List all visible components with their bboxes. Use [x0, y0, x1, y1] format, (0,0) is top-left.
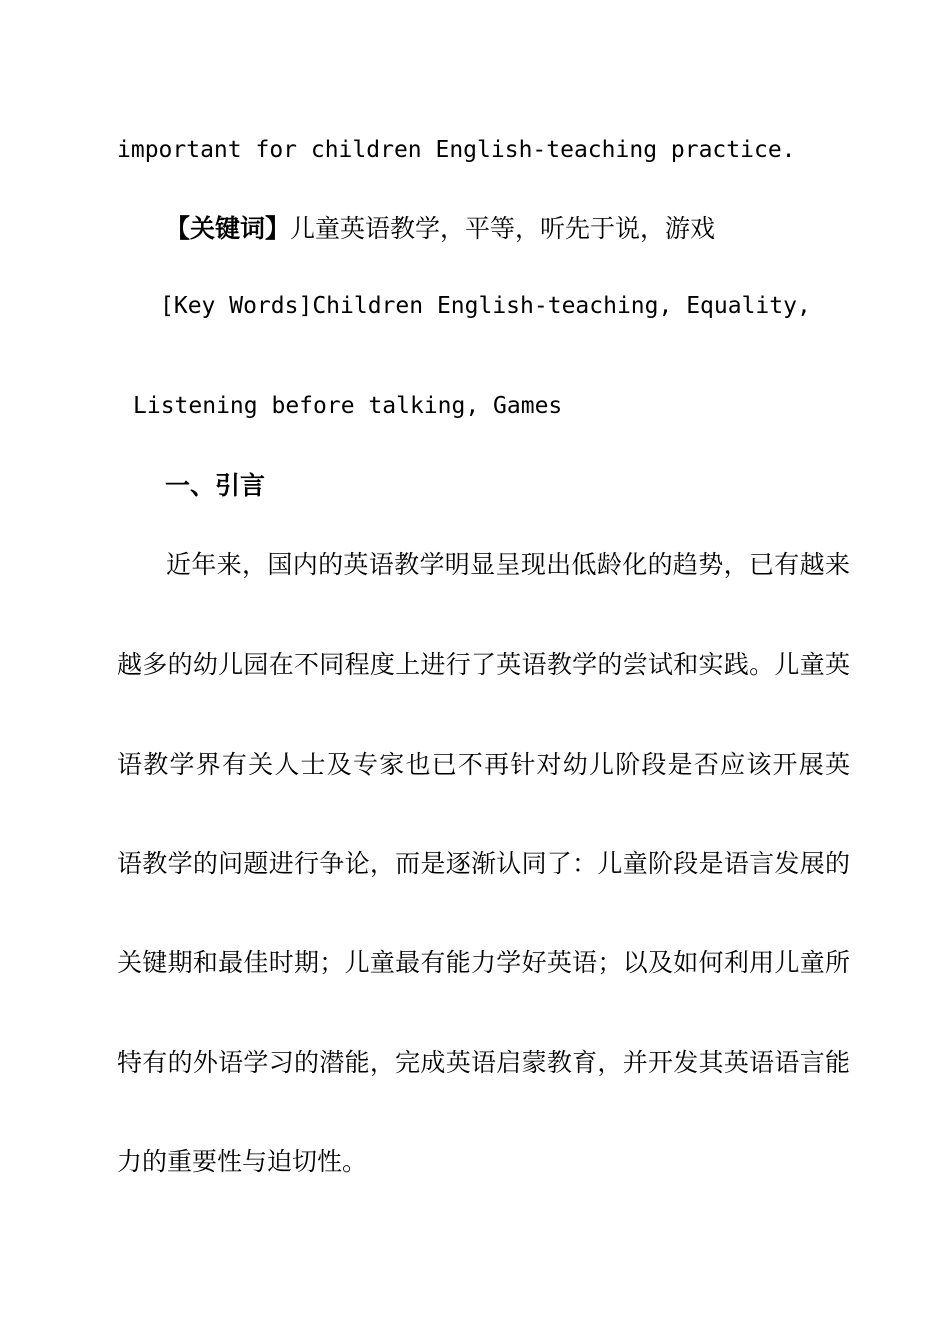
keywords-chinese-label: 【关键词】 [165, 214, 291, 243]
paragraph-line: 语教学界有关人士及专家也已不再针对幼儿阶段是否应该开展英 [117, 750, 850, 779]
abstract-english-tail: important for children English-teaching practice. [117, 137, 796, 163]
keywords-chinese-text: 儿童英语教学，平等，听先于说，游戏 [290, 214, 716, 243]
section-heading-introduction: 一、引言 [165, 471, 266, 500]
paragraph-line: 越多的幼儿园在不同程度上进行了英语教学的尝试和实践。儿童英 [117, 650, 850, 679]
keywords-english-line-2: Listening before talking, Games [133, 393, 563, 419]
paragraph-line: 特有的外语学习的潜能，完成英语启蒙教育，并开发其英语语言能 [117, 1048, 850, 1077]
keywords-english-line-1: [Key Words]Children English-teaching, Equality, [160, 293, 811, 319]
paragraph-line: 关键期和最佳时期；儿童最有能力学好英语；以及如何利用儿童所 [117, 948, 850, 977]
paragraph-line: 近年来，国内的英语教学明显呈现出低龄化的趋势，已有越来 [166, 550, 850, 579]
paragraph-line: 语教学的问题进行争论，而是逐渐认同了：儿童阶段是语言发展的 [117, 849, 850, 878]
keywords-chinese [165, 212, 715, 246]
paragraph-line: 力的重要性与迫切性。 [117, 1147, 368, 1176]
